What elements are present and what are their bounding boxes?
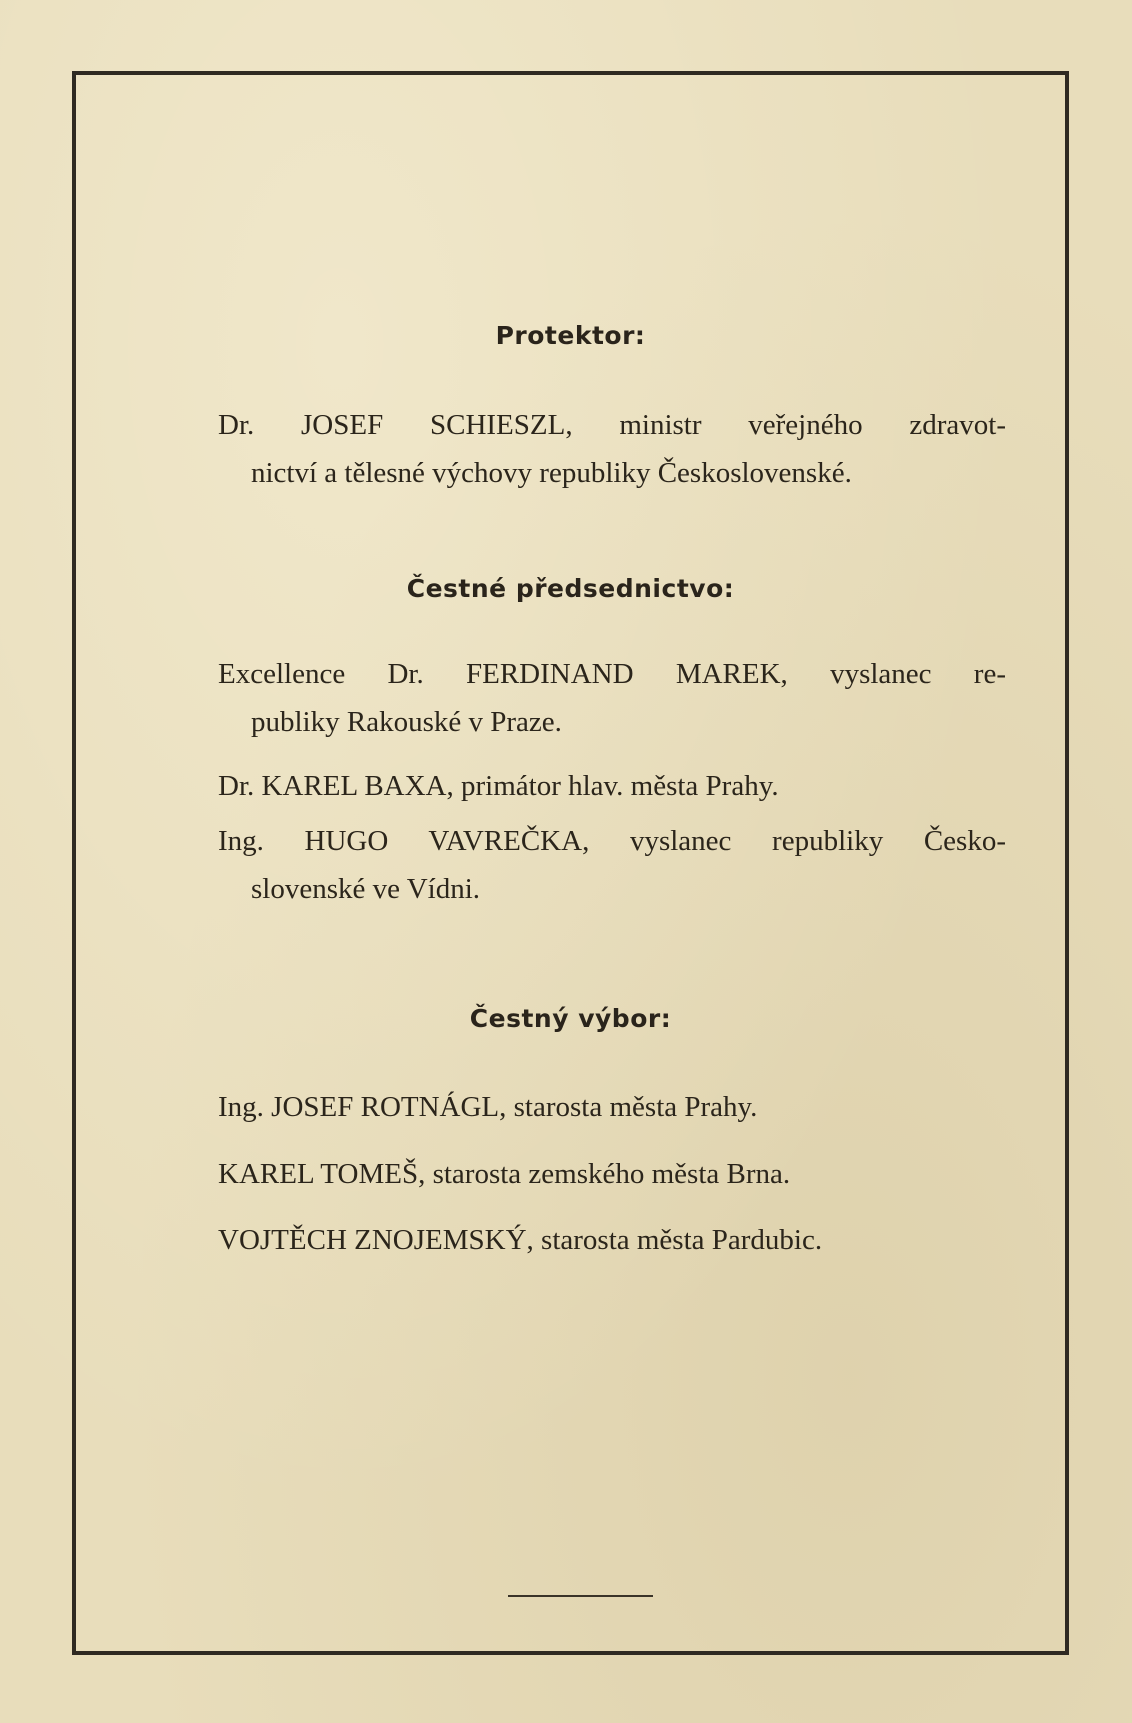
- entry-vybor-tomes: [218, 1150, 1006, 1198]
- entry-line: Dr. KAREL BAXA, primátor hlav. města Prahy.: [218, 770, 779, 802]
- entry-line: KAREL TOMEŠ, starosta zemského města Brna.: [218, 1158, 791, 1190]
- entry-line-continuation: slovenské ve Vídni.: [251, 873, 481, 905]
- entry-line: Ing. JOSEF ROTNÁGL, starosta města Prahy.: [218, 1091, 758, 1123]
- heading-protektor: Protektor:: [495, 321, 646, 350]
- entry-line-continuation: nictví a tělesné výchovy republiky Československé.: [251, 457, 852, 489]
- entry-line: Dr. JOSEF SCHIESZL, ministr veřejného zdravot-: [218, 409, 1006, 441]
- entry-predsednictvo-baxa: [218, 762, 1006, 810]
- entry-vybor-znojemsky: [218, 1216, 1006, 1264]
- entry-predsednictvo-marek: [218, 650, 1006, 746]
- entry-line-continuation: publiky Rakouské v Praze.: [251, 706, 562, 738]
- entry-line: Excellence Dr. FERDINAND MAREK, vyslanec re-: [218, 658, 1006, 690]
- heading-cestne-predsednictvo: Čestné předsednictvo:: [406, 574, 735, 603]
- entry-line: VOJTĚCH ZNOJEMSKÝ, starosta města Pardubic.: [218, 1224, 823, 1256]
- entry-vybor-rotnagl: [218, 1083, 1006, 1131]
- entry-predsednictvo-vavrecka: [218, 817, 1006, 913]
- entry-protektor-schieszl: [218, 401, 1006, 497]
- entry-line: Ing. HUGO VAVREČKA, vyslanec republiky Česko-: [218, 825, 1006, 857]
- heading-cestny-vybor: Čestný výbor:: [469, 1004, 672, 1033]
- closing-rule: [508, 1595, 653, 1597]
